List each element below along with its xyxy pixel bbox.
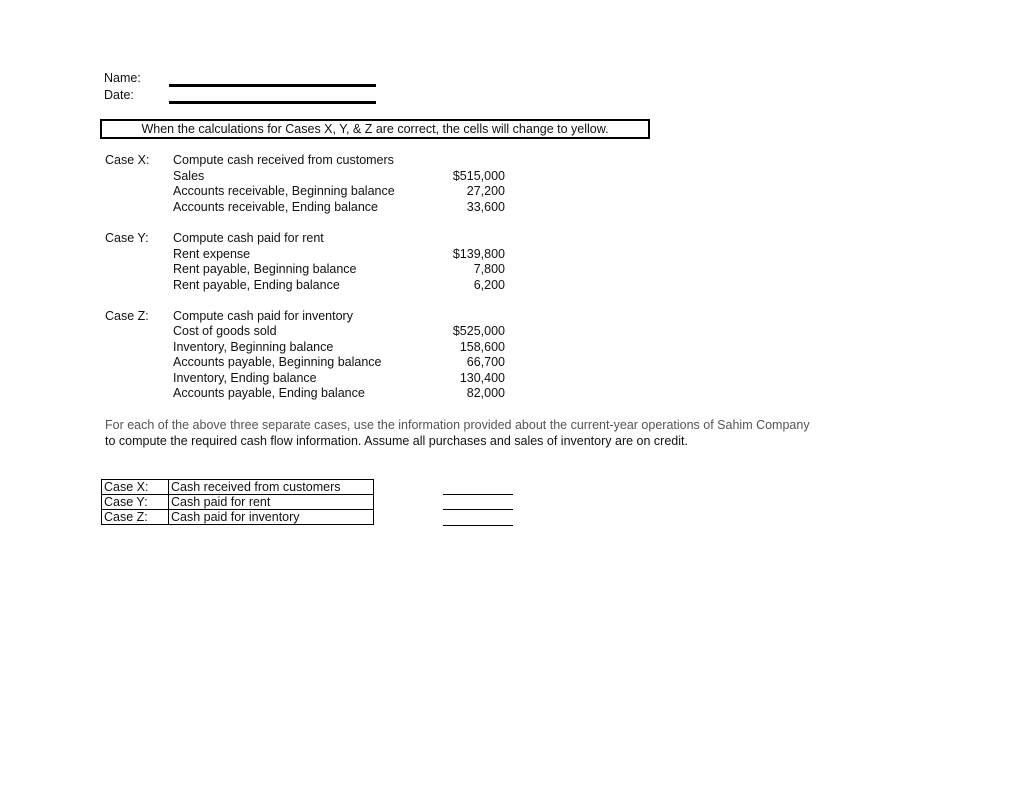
case-z-item-label: Inventory, Beginning balance [173, 340, 334, 354]
answer-input-case-x[interactable] [443, 494, 513, 495]
instructions-line-2: to compute the required cash flow information. Assume all purchases and sales of inventory are on credit. [105, 434, 688, 448]
answer-case-label: Case X: [102, 480, 169, 495]
instructions-line-1: For each of the above three separate cases, use the information provided about the current-year operations of Sahim Company [105, 418, 810, 432]
answer-input-case-y[interactable] [443, 509, 513, 510]
table-row [102, 510, 374, 525]
case-x-item-value: 33,600 [466, 200, 505, 214]
case-y-label: Case Y: [105, 231, 149, 245]
answer-table [101, 479, 374, 525]
case-x-item-label: Sales [173, 169, 205, 183]
table-row [102, 495, 374, 510]
case-z-label: Case Z: [105, 309, 149, 323]
notice-box: When the calculations for Cases X, Y, & Z are correct, the cells will change to yellow. [100, 119, 650, 139]
case-z-item-value: 66,700 [466, 355, 505, 369]
answer-case-label: Case Y: [102, 495, 169, 510]
answer-description: Cash received from customers [169, 480, 374, 495]
date-input-line[interactable] [169, 101, 376, 104]
case-z-item-label: Accounts payable, Beginning balance [173, 355, 382, 369]
case-y-item-value: 7,800 [473, 262, 505, 276]
case-y-item-label: Rent payable, Beginning balance [173, 262, 357, 276]
name-label: Name: [104, 71, 141, 85]
case-x-item-label: Accounts receivable, Ending balance [173, 200, 378, 214]
case-x-task: Compute cash received from customers [173, 153, 394, 167]
case-z-item-value: 82,000 [466, 386, 505, 400]
case-y-item-value: $139,800 [452, 247, 505, 261]
table-row [102, 480, 374, 495]
case-y-item-label: Rent expense [173, 247, 251, 261]
answer-input-case-z[interactable] [443, 525, 513, 526]
name-input-line[interactable] [169, 84, 376, 87]
case-z-item-label: Accounts payable, Ending balance [173, 386, 365, 400]
answer-description: Cash paid for rent [169, 495, 374, 510]
answer-case-label: Case Z: [102, 510, 169, 525]
date-label: Date: [104, 88, 134, 102]
case-x-item-value: $515,000 [452, 169, 505, 183]
case-z-item-label: Inventory, Ending balance [173, 371, 317, 385]
case-z-item-value: 130,400 [459, 371, 505, 385]
case-z-item-value: 158,600 [459, 340, 505, 354]
case-x-label: Case X: [105, 153, 150, 167]
case-x-item-label: Accounts receivable, Beginning balance [173, 184, 395, 198]
case-y-item-label: Rent payable, Ending balance [173, 278, 340, 292]
case-y-item-value: 6,200 [473, 278, 505, 292]
case-y-task: Compute cash paid for rent [173, 231, 324, 245]
answer-description: Cash paid for inventory [169, 510, 374, 525]
case-z-task: Compute cash paid for inventory [173, 309, 353, 323]
case-x-item-value: 27,200 [466, 184, 505, 198]
case-z-item-label: Cost of goods sold [173, 324, 277, 338]
case-z-item-value: $525,000 [452, 324, 505, 338]
